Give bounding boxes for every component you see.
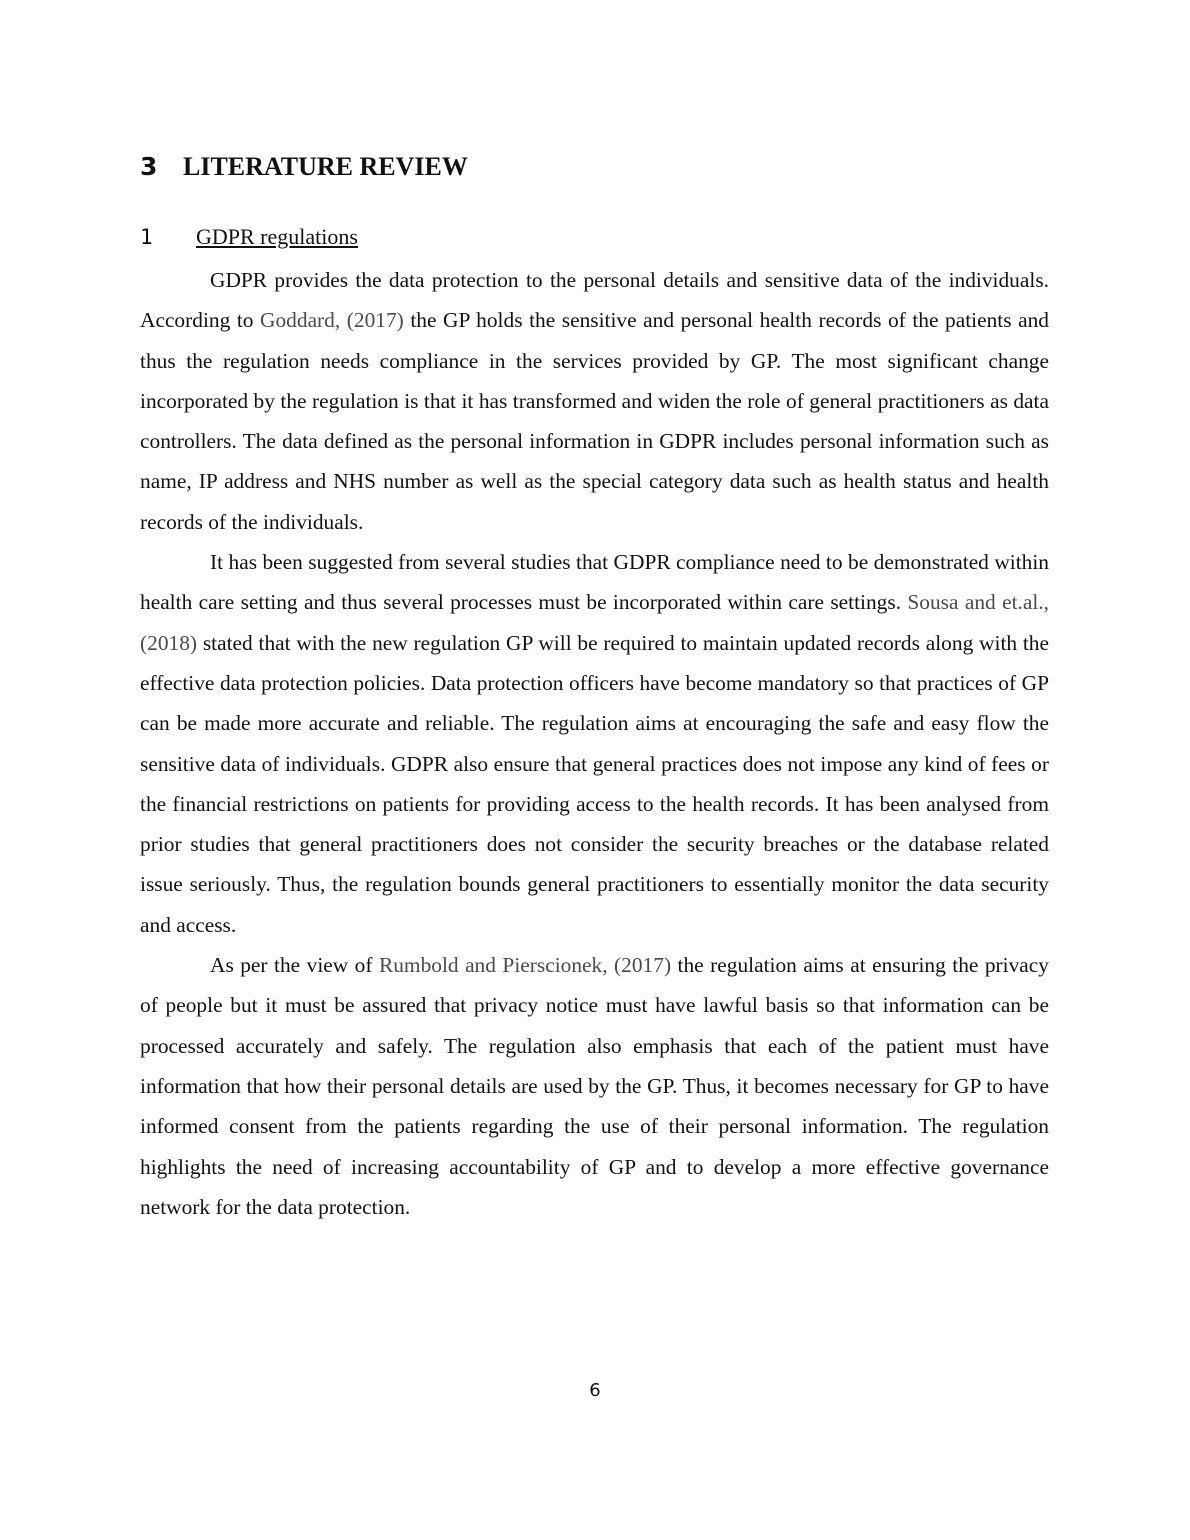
- citation-sousa: Sousa and et.al., (2018): [140, 590, 1049, 655]
- paragraph-1: [140, 260, 1049, 542]
- section-title: LITERATURE REVIEW: [183, 152, 468, 181]
- citation-rumbold: Rumbold and Pierscionek, (2017): [378, 953, 672, 978]
- section-heading: [140, 152, 468, 182]
- paragraph-3-text-a: As per the view of: [210, 953, 379, 978]
- section-number: 3: [140, 152, 158, 181]
- body-text: [140, 260, 1049, 1227]
- citation-goddard: Goddard, (2017): [260, 308, 404, 333]
- paragraph-2-text-a: It has been suggested from several studies that GDPR compliance need to be demonstrated within health care setting and thus several processes must be incorporated within care settings.: [140, 550, 1049, 615]
- paragraph-2-text-b: stated that with the new regulation GP will be required to maintain updated records along with the effective data protection policies. Data protection officers have become mandatory so that practices of GP can be made more accurate and reliable. The regulation aims at encouraging the safe and easy flow the sensitive data of individuals. GDPR also ensure that general practices does not impose any kind of fees or the financial restrictions on patients for providing access to the health records. It has been analysed from prior studies that general practitioners does not consider the security breaches or the database related issue seriously. Thus, the regulation bounds general practitioners to essentially monitor the data security and access.: [140, 630, 1049, 937]
- paragraph-1-text-a: GDPR provides the data protection to the personal details and sensitive data of the individuals. According to: [140, 268, 1049, 333]
- paragraph-1-text-b: the GP holds the sensitive and personal health records of the patients and thus the regulation needs compliance in the services provided by GP. The most significant change incorporated by the regulation is that it has transformed and widen the role of general practitioners as data controllers. The data defined as the personal information in GDPR includes personal information such as name, IP address and NHS number as well as the special category data such as health status and health records of the individuals.: [140, 308, 1049, 534]
- subsection-number: 1: [140, 225, 153, 249]
- page-number: 6: [589, 1380, 601, 1401]
- paragraph-3: [140, 945, 1049, 1227]
- subsection-heading: [140, 224, 358, 250]
- paragraph-3-text-b: the regulation aims at ensuring the privacy of people but it must be assured that privacy notice must have lawful basis so that information can be processed accurately and safely. The regulation also emphasis that each of the patient must have information that how their personal details are used by the GP. Thus, it becomes necessary for GP to have informed consent from the patients regarding the use of their personal information. The regulation highlights the need of increasing accountability of GP and to develop a more effective governance network for the data protection.: [140, 953, 1049, 1219]
- paragraph-2: [140, 542, 1049, 945]
- subsection-title: GDPR regulations: [196, 224, 358, 249]
